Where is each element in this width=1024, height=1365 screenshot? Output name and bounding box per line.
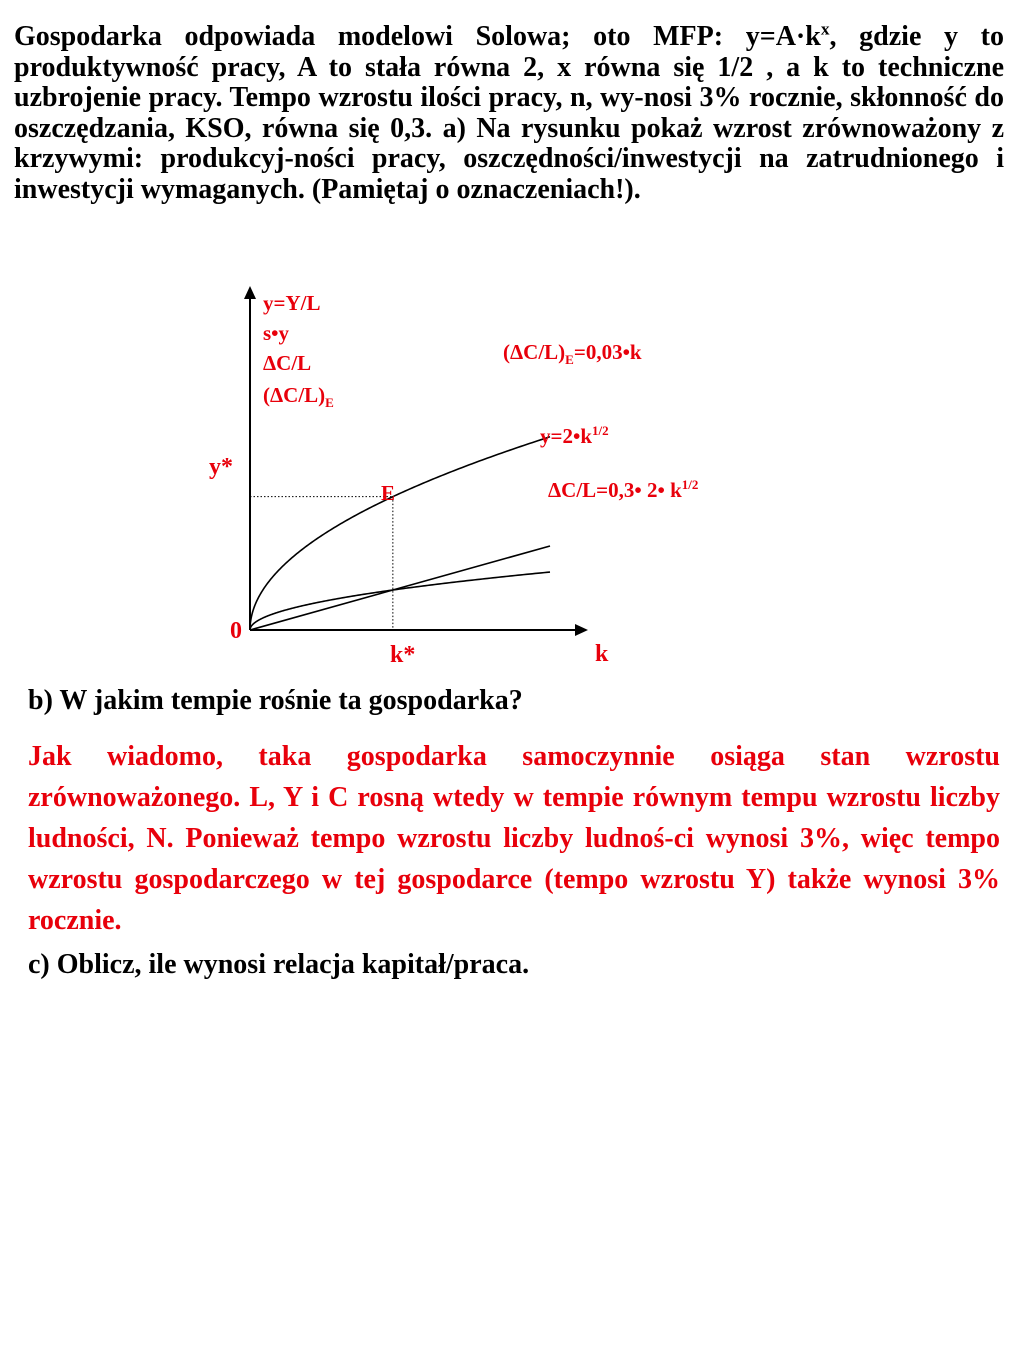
production-curve: [250, 437, 550, 630]
y-axis-label-4-sub: E: [325, 395, 334, 411]
required-investment-line: [250, 546, 550, 630]
production-label: [540, 424, 609, 448]
savings-curve: [250, 572, 550, 630]
required-investment-label: [503, 340, 642, 368]
production-label-sup: 1/2: [592, 423, 609, 438]
y-axis-label-1: y=Y/L: [263, 291, 321, 315]
required-investment-label-rest: =0,03•k: [573, 340, 642, 364]
equilibrium-label: E: [381, 481, 396, 505]
required-investment-label-main: (ΔC/L): [503, 340, 566, 364]
required-investment-label-sub: E: [565, 352, 574, 368]
savings-label: [548, 478, 698, 502]
x-axis-label: k: [595, 641, 609, 667]
y-axis-label-4-main: (ΔC/L): [263, 383, 326, 407]
production-label-main: y=2•k: [540, 424, 592, 448]
problem-text-part-2: , gdzie y to produktywność pracy, A to stała równa 2, x równa się 1/2 , a k to techniczne uzbrojenie pracy. Tempo wzrostu ilości pracy, n, wy-nosi 3% rocznie, skłonność do oszczędzania, KSO, równa się 0,3. a) Na rysunku pokaż wzrost zrównoważony z krzywymi: produkcyj-ności pracy, oszczędności/inwestycji na zatrudnionego i inwestycji wymaganych. (Pamiętaj o oznaczeniach!).: [14, 21, 1005, 205]
origin-label: 0: [230, 618, 242, 644]
question-c: c) Oblicz, ile wynosi relacja kapitał/praca.: [28, 949, 530, 980]
y-axis-label-3: ΔC/L: [263, 351, 312, 375]
y-axis-label-2: s•y: [263, 321, 290, 345]
savings-label-main: ΔC/L=0,3• 2• k: [548, 478, 682, 502]
y-axis-arrow-icon: [244, 286, 256, 299]
savings-label-sup: 1/2: [681, 477, 699, 492]
question-b: b) W jakim tempie rośnie ta gospodarka?: [28, 685, 523, 716]
problem-text-part-1: Gospodarka odpowiada modelowi Solowa; oto MFP: y=A·k: [14, 21, 821, 52]
exponent-x: x: [820, 19, 830, 39]
x-axis-arrow-icon: [575, 624, 588, 636]
k-star-label: k*: [390, 642, 416, 668]
answer-b: Jak wiadomo, taka gospodarka samoczynnie osiąga stan wzrostu zrównoważonego. L, Y i C rosną wtedy w tempie równym tempu wzrostu liczby ludności, N. Ponieważ tempo wzrostu liczby ludnoś-ci wynosi 3%, więc tempo wzrostu gospodarczego w tej gospodarce (tempo wzrostu Y) także wynosi 3% rocznie.: [28, 741, 1000, 936]
y-star-label: y*: [209, 454, 233, 480]
y-axis-label-4: [263, 383, 334, 411]
